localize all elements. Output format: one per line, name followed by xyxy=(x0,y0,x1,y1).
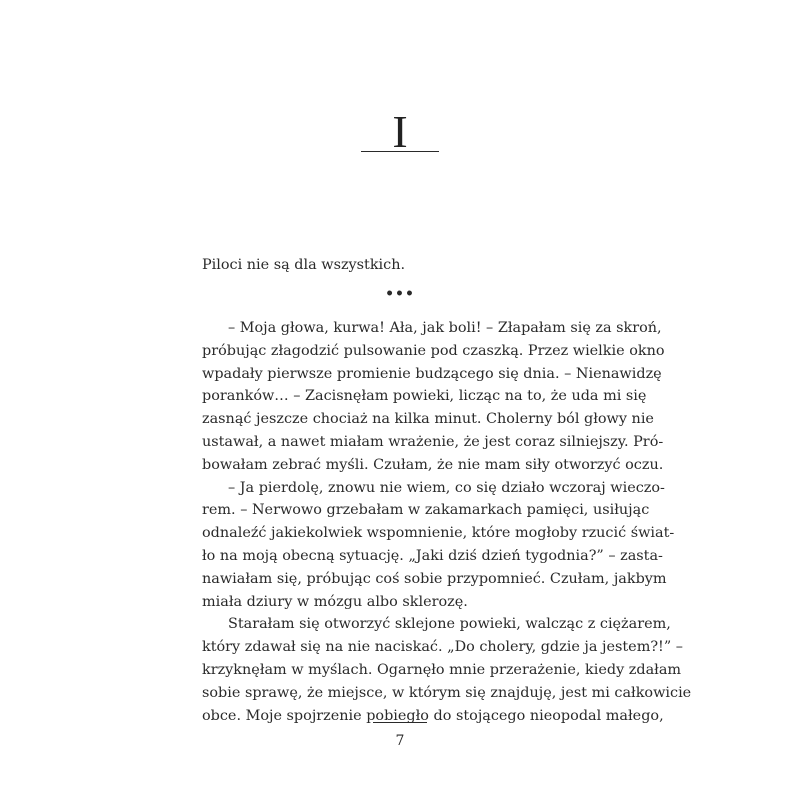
body-line: – Moja głowa, kurwa! Ała, jak boli! – Złapałam się za skroń, xyxy=(228,320,662,336)
body-line: miała dziury w mózgu albo sklerozę. xyxy=(202,593,468,610)
body-text xyxy=(202,317,692,727)
page-number: 7 xyxy=(395,733,405,749)
body-line: nawiałam się, próbując coś sobie przypomnieć. Czułam, jakbym xyxy=(202,570,667,587)
body-line: wpadały pierwsze promienie budzącego się dnia. – Nienawidzę xyxy=(202,365,662,382)
footer-rule xyxy=(373,722,427,723)
body-line: sobie sprawę, że miejsce, w którym się znajduję, jest mi całkowicie xyxy=(202,684,692,701)
body-line: bowałam zebrać myśli. Czułam, że nie mam siły otworzyć oczu. xyxy=(202,456,664,473)
body-line: ustawał, a nawet miałam wrażenie, że jest coraz silniejszy. Pró- xyxy=(202,433,664,450)
epigraph: Piloci nie są dla wszystkich. xyxy=(202,257,406,273)
body-line: odnaleźć jakiekolwiek wspomnienie, które mogłoby rzucić świat- xyxy=(202,525,675,542)
body-line: próbując złagodzić pulsowanie pod czaszką. Przez wielkie okno xyxy=(202,342,665,359)
chapter-numeral: I xyxy=(392,106,408,157)
body-line: – Ja pierdolę, znowu nie wiem, co się działo wczoraj wieczo- xyxy=(228,479,665,496)
section-break: ••• xyxy=(385,286,415,302)
body-line: krzyknęłam w myślach. Ogarnęło mnie przerażenie, kiedy zdałam xyxy=(202,661,682,678)
body-line: poranków… – Zacisnęłam powieki, licząc na to, że uda mi się xyxy=(202,388,647,405)
chapter-title-rule xyxy=(361,151,439,152)
body-line: ło na moją obecną sytuację. „Jaki dziś dzień tygodnia?” – zasta- xyxy=(202,547,663,564)
body-line: obce. Moje spojrzenie pobiegło do stojącego nieopodal małego, xyxy=(202,707,664,724)
body-line: Starałam się otworzyć sklejone powieki, walcząc z ciężarem, xyxy=(228,616,671,633)
body-line: który zdawał się na nie naciskać. „Do cholery, gdzie ja jestem?!” – xyxy=(202,639,683,656)
body-line: rem. – Nerwowo grzebałam w zakamarkach pamięci, usiłując xyxy=(202,502,650,519)
body-line: zasnąć jeszcze chociaż na kilka minut. Cholerny ból głowy nie xyxy=(202,411,654,428)
